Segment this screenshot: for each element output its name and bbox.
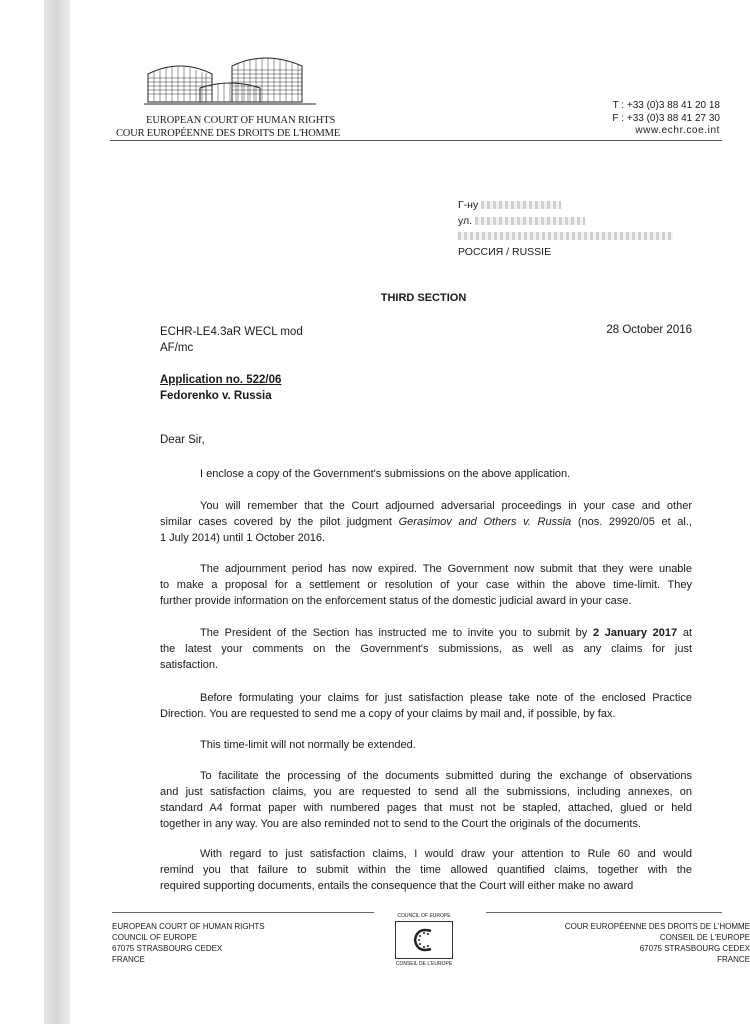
text-segment: This time-limit will not normally be extended. bbox=[200, 739, 416, 751]
footer-line: CONSEIL DE L'EUROPE bbox=[659, 933, 750, 942]
footer-line: 67075 STRASBOURG CEDEX bbox=[112, 944, 223, 953]
text-segment: satisfaction. bbox=[160, 659, 219, 671]
text-line bbox=[160, 657, 692, 673]
paragraph bbox=[160, 625, 692, 673]
text-line bbox=[160, 737, 692, 753]
text-segment: at bbox=[677, 627, 693, 639]
paragraph bbox=[160, 561, 692, 609]
footer-address-en bbox=[112, 921, 265, 965]
text-segment: remind you that failure to submit within the time allowed quantified claims, together with the bbox=[160, 864, 692, 876]
text-line bbox=[160, 514, 692, 530]
footer-address-fr bbox=[565, 921, 750, 965]
phone: T : +33 (0)3 88 41 20 18 bbox=[612, 100, 720, 111]
text-segment: I enclose a copy of the Government's submissions on the above application. bbox=[200, 468, 571, 480]
footer-line: COUNCIL OF EUROPE bbox=[112, 933, 198, 942]
paragraph bbox=[160, 737, 692, 753]
reference-code: ECHR-LE4.3aR WECL mod bbox=[160, 326, 303, 338]
header-divider bbox=[110, 140, 722, 141]
footer-line: COUR EUROPÉENNE DES DROITS DE L'HOMME bbox=[564, 922, 750, 931]
text-segment: similar cases covered by the pilot judgment bbox=[160, 516, 399, 528]
text-line bbox=[160, 690, 692, 706]
text-segment: The President of the Section has instructed me to invite you to submit by bbox=[200, 627, 593, 639]
text-segment: (nos. 29920/05 et al., bbox=[571, 516, 692, 528]
bold-text: 2 January 2017 bbox=[592, 627, 678, 639]
text-segment: and just satisfaction claims, you are requested to send all the submissions, including annexes, on bbox=[160, 786, 692, 798]
text-line bbox=[160, 530, 692, 546]
text-segment: Before formulating your claims for just satisfaction please take note of the enclosed Practice bbox=[200, 692, 692, 704]
footer-divider-left bbox=[112, 912, 374, 913]
footer-line: EUROPEAN COURT OF HUMAN RIGHTS bbox=[112, 922, 265, 931]
text-line bbox=[160, 878, 692, 894]
redacted-street bbox=[475, 217, 585, 225]
text-line bbox=[160, 625, 692, 641]
paragraph bbox=[160, 498, 692, 546]
website: www.echr.coe.int bbox=[635, 125, 720, 136]
text-line bbox=[160, 561, 692, 577]
letter-date: 28 October 2016 bbox=[606, 324, 692, 336]
text-line bbox=[160, 466, 692, 482]
application-number: Application no. 522/06 bbox=[160, 374, 282, 386]
court-building-logo bbox=[140, 52, 320, 112]
text-segment: together in any way. You are also reminded not to send to the Court the originals of the documents. bbox=[160, 818, 642, 830]
text-segment: With regard to just satisfaction claims, I would draw your attention to Rule 60 and would bbox=[200, 848, 692, 860]
paragraph bbox=[160, 690, 692, 722]
text-line bbox=[160, 816, 692, 832]
court-name-en: EUROPEAN COURT OF HUMAN RIGHTS bbox=[146, 115, 336, 126]
text-line bbox=[160, 800, 692, 816]
address-line-2: ул. bbox=[458, 214, 473, 227]
text-line bbox=[160, 784, 692, 800]
reference bbox=[160, 324, 303, 356]
text-line bbox=[160, 641, 692, 657]
text-segment: The adjournment period has now expired. The Government now submit that they were unable bbox=[200, 563, 692, 575]
text-line bbox=[160, 498, 692, 514]
application-block bbox=[160, 372, 281, 404]
text-segment: Direction. You are requested to send me a copy of your claims by mail and, if possible, by fax. bbox=[160, 708, 616, 720]
contact-info bbox=[612, 100, 720, 138]
reference-initials: AF/mc bbox=[160, 342, 194, 354]
text-segment: standard A4 format paper with numbered pages that must not be stapled, attached, glued or held bbox=[160, 802, 692, 814]
logo-bottom-text: CONSEIL DE L'EUROPE bbox=[395, 961, 453, 967]
court-name-fr: COUR EUROPÉENNE DES DROITS DE L'HOMME bbox=[116, 128, 341, 139]
text-segment: further provide information on the enforcement status of the domestic judicial award in your case. bbox=[160, 595, 632, 607]
text-line bbox=[160, 846, 692, 862]
council-of-europe-emblem-icon bbox=[395, 921, 453, 959]
text-segment: To facilitate the processing of the documents submitted during the exchange of observations bbox=[200, 770, 692, 782]
text-line bbox=[160, 862, 692, 878]
footer-divider-right bbox=[486, 912, 722, 913]
salutation: Dear Sir, bbox=[160, 434, 205, 446]
text-line bbox=[160, 706, 692, 722]
text-segment: the latest your comments on the Government's submissions, as well as any claims for just bbox=[160, 643, 692, 655]
recipient-address bbox=[458, 198, 673, 260]
scan-edge bbox=[44, 0, 70, 1024]
text-segment: You will remember that the Court adjourned adversarial proceedings in your case and other bbox=[200, 500, 692, 512]
footer-line: FRANCE bbox=[112, 955, 145, 964]
italic-text: Gerasimov and Others v. Russia bbox=[398, 516, 572, 528]
footer-line: FRANCE bbox=[717, 955, 750, 964]
text-segment: required supporting documents, entails the consequence that the Court will either make no award bbox=[160, 880, 634, 892]
case-name: Fedorenko v. Russia bbox=[160, 390, 272, 402]
paragraph bbox=[160, 768, 692, 832]
footer-line: 67075 STRASBOURG CEDEX bbox=[639, 944, 750, 953]
logo-top-text: COUNCIL OF EUROPE bbox=[397, 913, 451, 919]
text-segment: 1 July 2014) until 1 October 2016. bbox=[160, 532, 326, 544]
address-line-1: Г-ну bbox=[458, 199, 479, 211]
paragraph bbox=[160, 846, 692, 894]
council-of-europe-logo bbox=[392, 913, 456, 967]
paragraph bbox=[160, 466, 692, 482]
text-segment: to make a proposal for a settlement or resolution of your case within the above time-limit. They bbox=[160, 579, 692, 591]
section-title: THIRD SECTION bbox=[380, 292, 467, 304]
fax: F : +33 (0)3 88 41 27 30 bbox=[612, 112, 720, 124]
address-country: РОССИЯ / RUSSIE bbox=[458, 245, 552, 258]
text-line bbox=[160, 768, 692, 784]
text-line bbox=[160, 593, 692, 609]
redacted-city bbox=[458, 232, 673, 240]
redacted-name bbox=[481, 201, 561, 209]
text-line bbox=[160, 577, 692, 593]
